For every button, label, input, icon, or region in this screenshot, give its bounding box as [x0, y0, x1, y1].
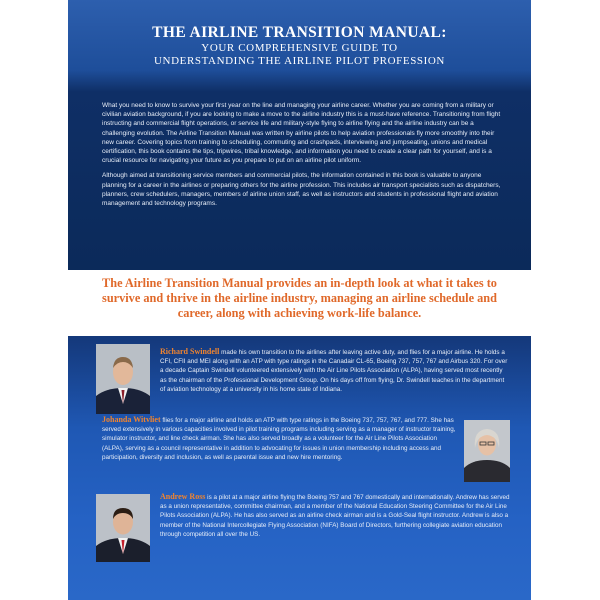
description-paragraph-1: What you need to know to survive your first year on the line and managing your airline career. Whether you are coming from a military or civilian aviation background, if you are looking to make a move to the airline industry this is a must-have reference. Transitioning from flight instructing and commercial flight operations, or service life and military-style flying to airline flying and the airline industry can be a challenging evolution. The Airline Transition Manual was written by airline pilots to help aviation professionals fly more smoothly into their new career. Covering topics from training to scheduling, commuting and crashpads, interviewing and jumpseating, unions and medical certification, this book contains the tips, tripwires, tribal knowledge, and information you need to create a clear path for yourself, and is a crucial resource for navigating your future as you prepare to put on an airline pilot uniform. — [102, 102, 501, 165]
author-photo-johanda-witvliet — [464, 420, 510, 482]
author-photo-andrew-ross — [96, 494, 150, 562]
author-bio-richard-swindell — [160, 347, 510, 394]
author-bio-text: made his own transition to the airlines after leaving active duty, and flies for a major airline. He holds a CFI, CFII and MEI along with an ATP with type ratings in the Canadair CL-65, Boeing 737, 757, 767 and Airbus 320. For over a decade Captain Swindell volunteered extensively with the Air Line Pilots Association (ALPA), having served most recently as the chairman of the Professional Development Group. On his days off from flying, Dr. Swindell teaches in the department of aviation technology at a university in his home state of Indiana. — [160, 349, 508, 393]
author-photo-richard-swindell — [96, 344, 150, 414]
author-bio-johanda-witvliet — [102, 415, 460, 462]
author-bio-text: is a pilot at a major airline flying the Boeing 757 and 767 domestically and internationally. Andrew has served as a union representative, committee chairman, and a member of the National Education Steering Committee for the Air Line Pilots Association (ALPA). He has also served as an airline check airman and is a Gold-Seal flight instructor. Andrew is also a member of the National Intercollegiate Flying Association (NIFA) Board of Directors, furthering collegiate aviation education through competition all over the US. — [160, 494, 510, 538]
book-subtitle — [68, 42, 531, 68]
book-back-cover — [68, 0, 531, 600]
book-description — [102, 101, 502, 214]
subtitle-line-2: UNDERSTANDING THE AIRLINE PILOT PROFESSION — [154, 55, 445, 67]
author-bio-andrew-ross — [160, 492, 510, 539]
subtitle-line-1: YOUR COMPREHENSIVE GUIDE TO — [201, 42, 398, 54]
tagline: The Airline Transition Manual provides an in-depth look at what it takes to survive and thrive in the airline industry, managing an airline schedule and career, along with achieving work-life balance. — [102, 276, 497, 320]
description-paragraph-2: Although aimed at transitioning service members and commercial pilots, the information contained in this book is valuable to anyone planning for a career in the airlines or preparing others for the airline profession. This includes air transport specialists such as dispatchers, planners, crew schedulers, managers, members of airline union staff, as well as instructors and students in professional flight and aviation management and technology programs. — [102, 172, 501, 208]
author-name: Andrew Ross — [160, 492, 206, 501]
author-bio-text: flies for a major airline and holds an ATP with type ratings in the Boeing 737, 757, 767, and 777. She has served extensively in various capacities involved in pilot training programs including serving as a manager of instructor training, simulator instructor, and line check airman. She has also served broadly as a volunteer for the Air Line Pilots Association (ALPA), serving as a council representative in addition to advocating for issues in union membership including access and participation, diversity and inclusion, as well as parental issue and new hire mentoring. — [102, 417, 456, 461]
author-name: Richard Swindell — [160, 347, 220, 356]
book-title: THE AIRLINE TRANSITION MANUAL: — [152, 24, 447, 41]
author-name: Johanda Witvliet — [102, 415, 161, 424]
